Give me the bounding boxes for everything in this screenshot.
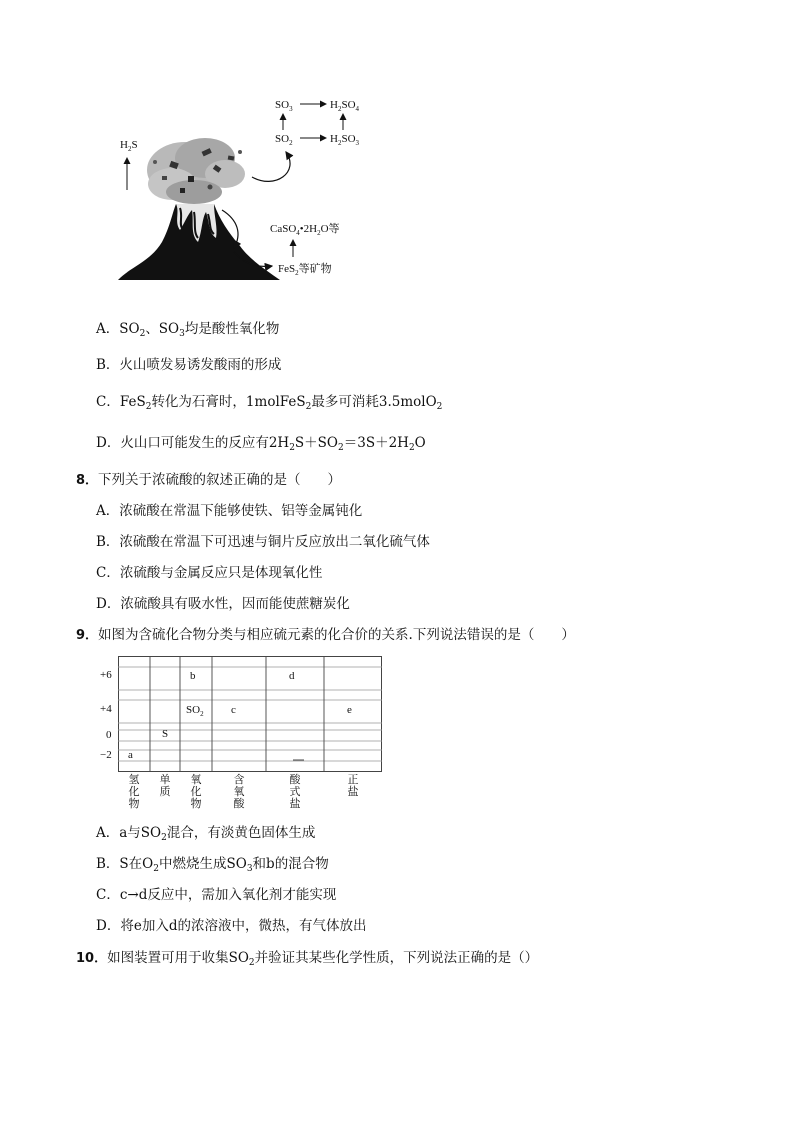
volcano-diagram (110, 92, 370, 292)
label-so2: $SO_2$ (275, 133, 293, 147)
q8-option-c: C．浓硫酸与金属反应只是体现氧化性 (96, 565, 323, 581)
q7-option-b: B．火山喷发易诱发酸雨的形成 (96, 357, 282, 373)
y-tick: +4 (100, 703, 112, 715)
category-label: 氢 化 物 (128, 773, 140, 810)
q8-option-d: D．浓硫酸具有吸水性，因而能使蔗糖炭化 (96, 596, 350, 612)
label-h2s: $H_2S$ (120, 139, 138, 153)
volcano-figure (110, 92, 370, 292)
arrow-smoke-so2 (252, 152, 290, 181)
q9-option-d: D．将e加入d的浓溶液中，微热，有气体放出 (96, 918, 367, 934)
y-tick: −2 (100, 749, 112, 761)
cell-c: c (231, 704, 236, 716)
category-label: 氧 化 物 (190, 773, 202, 810)
q9-option-c: C．c→d反应中，需加入氧化剂才能实现 (96, 887, 337, 903)
cell-b: b (190, 670, 196, 682)
smoke-cloud (147, 138, 245, 204)
label-h2so3: $H_2SO_3$ (330, 133, 360, 147)
q7-option-a: A．$SO_2$、$SO_3$均是酸性氧化物 (96, 321, 280, 339)
q9-stem: 9．如图为含硫化合物分类与相应硫元素的化合价的关系.下列说法错误的是（ ） (76, 627, 575, 643)
label-caso4: $CaSO_4•2H_2O$等 (270, 223, 340, 237)
q7-option-c: C．FeS$_2$转化为石膏时，1molFeS$_2$最多可消耗3.5molO$_2$ (96, 394, 443, 412)
cell-d: d (289, 670, 295, 682)
valence-chart (96, 656, 386, 816)
volcano-body (118, 204, 280, 280)
q8-option-b: B．浓硫酸在常温下可迅速与铜片反应放出二氧化硫气体 (96, 534, 430, 550)
cell-so2: $SO_2$ (186, 704, 204, 718)
q8-stem: 8．下列关于浓硫酸的叙述正确的是（ ） (76, 472, 342, 488)
y-tick: 0 (106, 729, 112, 741)
q9-option-a: A．a与$SO_2$混合，有淡黄色固体生成 (96, 825, 316, 843)
q7-option-d: D．火山口可能发生的反应有$2H_2S+SO_2=3S+2H_2O$ (96, 435, 426, 453)
label-h2so4: $H_2SO_4$ (330, 99, 360, 113)
q10-stem: 10．如图装置可用于收集$SO_2$并验证其某些化学性质，下列说法正确的是（） (76, 950, 539, 968)
y-tick: +6 (100, 669, 112, 681)
category-label: 单 质 (159, 773, 171, 798)
q8-option-a: A．浓硫酸在常温下能够使铁、铝等金属钝化 (96, 503, 363, 519)
label-fes2: FeS$_2$等矿物 (278, 263, 332, 277)
q9-option-b: B．S在$O_2$中燃烧生成$SO_3$和b的混合物 (96, 856, 329, 874)
category-label: 酸 式 盐 (289, 773, 301, 810)
label-so3: $SO_3$ (275, 99, 293, 113)
cell-e: e (347, 704, 352, 716)
category-label: 含 氧 酸 (233, 773, 245, 810)
valence-grid (118, 656, 384, 774)
cell-s: S (162, 728, 169, 740)
cell-a: a (128, 749, 133, 761)
category-label: 正 盐 (347, 773, 359, 798)
